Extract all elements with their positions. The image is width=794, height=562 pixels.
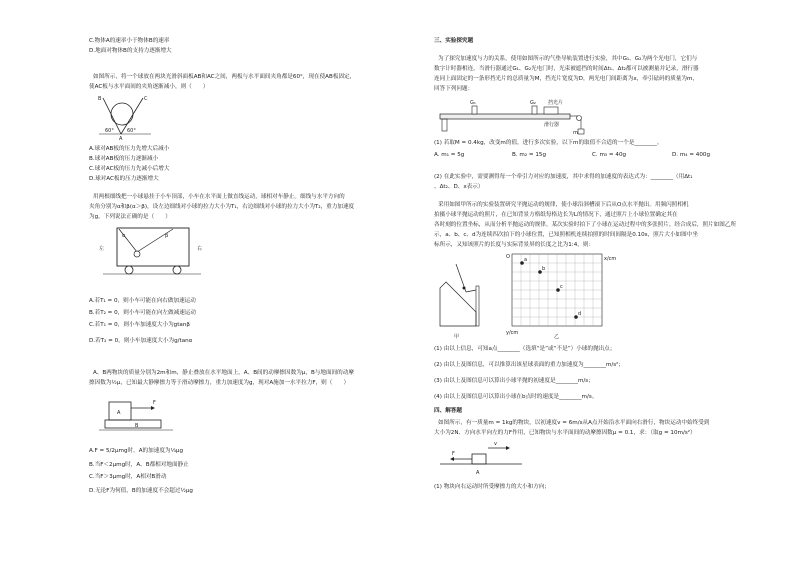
air-track-figure (436, 96, 586, 136)
fig2-right-label: 右 (197, 246, 203, 252)
fig2-beta: β (165, 233, 169, 239)
prob1-stem-2: 大小为2N、方向水平向左的力F作用，已知物块与水平面间的动摩擦因数μ = 0.1，求：（取g = 10m/s²） (434, 430, 696, 436)
prob1-stem-1: 如图所示，有一质量m = 1kg的物块，以初速度v = 6m/s从A点开始沿水平面向右滑行，物块运动中始终受到 (438, 420, 710, 426)
prob1-question-1: (1) 物块向右运动时所受摩擦力的大小和方向； (434, 484, 550, 490)
question-car-stem-2: 夹角分别为α和β(α＞β)，设左边细线对小球的拉力大小为T₁，右边细线对小球的拉力大小为T₂，重力加速度 (89, 204, 355, 210)
section-3-title: 三、实验探究题 (434, 38, 474, 44)
exp2-question-1: (1) 由以上信息，可知a点________（选填“是”或“不是”）小球的抛出点； (434, 346, 616, 352)
fig6-label-f: F (452, 451, 455, 457)
fig1-label-a: A (119, 136, 123, 142)
fig3-label-b: B (135, 423, 139, 429)
option-d-text: D.地面对物体B的支持力逐渐增大 (89, 48, 172, 54)
exp1-question-2b: 、Δt₂、D、x表示） (434, 184, 484, 190)
fig5-point-d: d (578, 311, 582, 317)
exp1-stem-1: 为了探究加速度与力的关系，使用如图所示的气垫导轨装置进行实验，其中G₁、G₂为两个光电门，它们与 (438, 56, 698, 62)
question-car-stem-3: 为g，下列说法正确的是（ ） (89, 214, 171, 220)
fig2-alpha: α (122, 233, 126, 239)
stacked-blocks-figure (97, 394, 177, 434)
option-c-text: C.物体A的速率小于物体B的速率 (89, 38, 170, 44)
fig6-label-a: A (476, 470, 480, 476)
ball-option-b: B.球对AB板的压力逐渐减小 (89, 156, 159, 162)
exp2-stem-5: 标所示，又知该照片的长度与实际背景屏的长度之比为1:4，则： (434, 242, 595, 248)
ball-option-c: C.球对AC板的压力先减小后增大 (89, 166, 170, 172)
car-option-d: D.若T₂ = 0，则小车加速度大小为g/tanα (89, 338, 193, 344)
car-option-b: B.若T₂ = 0，则小车可能在向左做减速运动 (89, 310, 196, 316)
question-ab-stem-2: 擦因数为½μ，已知最大静摩擦力等于滑动摩擦力，重力加速度为g，现对A施加一水平拉力F，则（ ） (89, 380, 350, 386)
fig3-label-f: F (153, 400, 156, 406)
exp2-stem-3: 各时刻的位置坐标，从而分析平抛运动的规律。某次实验时拍下了小球在运动过程中的多张照片，经合成后，照片如图乙所 (434, 222, 737, 228)
exp1-option-d: D. m₄ = 400g (672, 152, 711, 158)
fig5-point-c: c (560, 284, 563, 290)
fig1-label-c: C (144, 96, 148, 102)
ab-option-a: A.F = 5/2μmg时，A的加速度为⅓μg (89, 448, 184, 454)
fig5-origin: O (506, 254, 510, 260)
fig4-m: m (573, 130, 578, 136)
car-option-c: C.若T₁ = 0，则小车加速度大小为gtanβ (89, 322, 190, 328)
exp2-question-2: (2) 由以上及图信息，可以推算出该星球表面的重力加速度为________m/s²； (434, 362, 625, 368)
fig5-label-yi: 乙 (554, 334, 560, 340)
exp2-stem-4: 示，a、b、c、d为连续四次拍下的小球位置，已知照相机连续拍照的时间间隔是0.10s，照片大小如图中坐 (434, 232, 698, 238)
fig4-slider: 滑行器 (544, 122, 560, 128)
fig4-g2: G₂ (530, 100, 536, 106)
exp1-stem-4: 回答下列问题： (434, 86, 474, 92)
ball-option-d: D.球对AC板的压力逐渐增大 (89, 176, 159, 182)
ab-option-b: B.当F＜2μmg时，A、B都相对地面静止 (89, 462, 189, 468)
question-car-stem-1: 用两根细线把一小球悬挂于小车顶部，小车在水平面上做直线运动，球相对车静止。细线与水平方向的 (93, 194, 345, 200)
car-option-a: A.若T₁ = 0，则小车可能在向右做加速运动 (89, 298, 196, 304)
ball-incline-figure (97, 94, 157, 140)
projectile-figure (436, 252, 636, 342)
block-force-figure (436, 440, 526, 480)
exp2-question-3: (3) 由以上及图信息可以算出小球平抛的初速度是________m/s； (434, 378, 594, 384)
exp1-option-c: C. m₃ = 40g (592, 152, 627, 158)
exp1-stem-3: 连同上面固定的一条形挡光片的总质量为M，挡光片宽度为D，两光电门间距离为x，牵引砝码的质量为m， (434, 76, 699, 82)
section-4-title: 四、解答题 (434, 408, 462, 414)
fig6-label-v: v (494, 441, 497, 447)
question-ball-stem-1: 如图所示，将一个球放在两块光滑斜面板AB和AC之间，两板与水平面间夹角都是60°，现在使AB板固定， (93, 74, 356, 80)
ball-option-a: A.球对AB板的压力先增大后减小 (89, 146, 170, 152)
exp2-question-4: (4) 由以上及图信息可以算出小球在b点时的速度是________m/s。 (434, 394, 598, 400)
exp1-option-a: A. m₁ = 5g (434, 152, 465, 158)
fig5-point-a: a (524, 257, 528, 263)
fig1-angle-2: 60° (127, 128, 136, 134)
question-ab-stem-1: A、B两物块的质量分别为2m和m，静止叠放在水平地面上，A、B间的动摩擦因数为μ，B与地面间的动摩 (93, 370, 354, 376)
fig1-label-b: B (98, 96, 102, 102)
exp2-stem-1: 采用如图甲所示的实验装置研究平抛运动的规律，使小球沿斜槽滚下后从O点水平抛出。用频闪照相机 (438, 202, 689, 208)
fig5-ylabel: y/cm (506, 330, 519, 336)
exp1-question-2a: (2) 在此实验中，需要测得每一个牵引力对应的加速度，其中求得的加速度的表达式为：________（用Δt₁ (434, 174, 693, 180)
fig4-g1: G₁ (470, 100, 476, 106)
fig5-point-b: b (542, 266, 546, 272)
cart-figure (97, 224, 207, 278)
exp1-stem-2: 数字计时器相连，当滑行器通过G₁、G₂光电门时，光束被遮挡的时间Δt₁、Δt₂都可以被测量并记录，滑行器 (434, 66, 699, 72)
ab-option-c: C.当F＞3μmg时，A相对B滑动 (89, 474, 167, 480)
fig5-xlabel: x/cm (604, 256, 617, 262)
fig3-label-a: A (117, 410, 121, 416)
ab-option-d: D.无论F为何值，B的加速度不会超过½μg (89, 488, 193, 494)
question-ball-stem-2: 使AC板与水平面间的夹角逐渐减小，则（ ） (89, 84, 209, 90)
fig2-left-label: 左 (99, 246, 105, 252)
exp2-stem-2: 拍摄小球平抛运动的照片，在已知背景方格纸每格边长为L的情况下，通过照片上小球位置确定其在 (434, 212, 678, 218)
fig1-angle-1: 60° (105, 128, 114, 134)
fig5-label-jia: 甲 (454, 334, 460, 340)
fig4-plate: 挡光片 (548, 100, 564, 106)
exp1-option-b: B. m₂ = 15g (512, 152, 546, 158)
exp1-question-1: (1) 若取M = 0.4kg，改变m的值，进行多次实验，以下m的取值不合适的一个是________。 (434, 140, 663, 146)
